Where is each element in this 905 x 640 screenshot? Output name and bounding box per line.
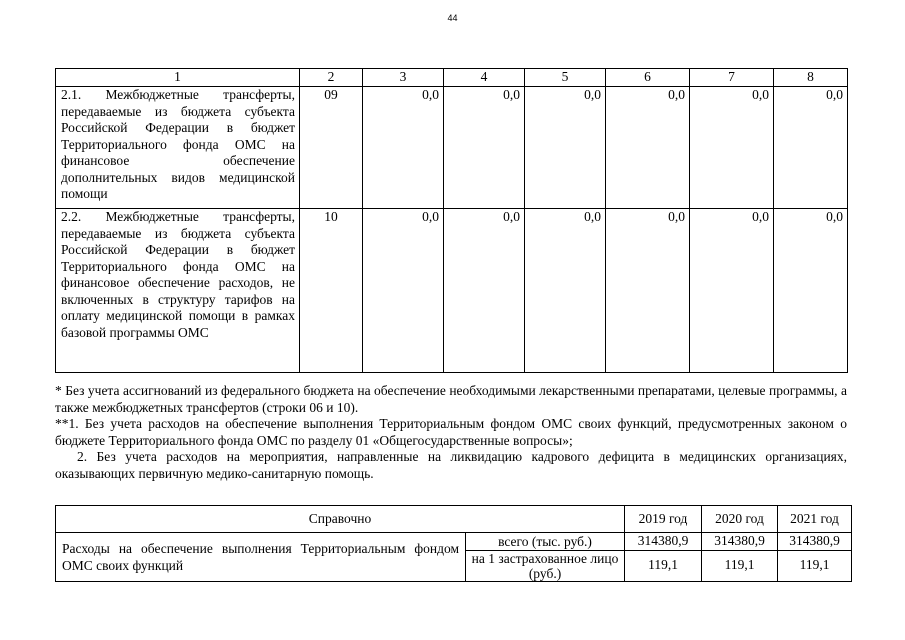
header-cell: 4 <box>444 69 525 87</box>
row-value: 0,0 <box>690 87 774 209</box>
row-value: 0,0 <box>444 87 525 209</box>
row-value: 0,0 <box>525 209 606 373</box>
row-value: 0,0 <box>606 87 690 209</box>
footnote-1: * Без учета ассигнований из федерального бюджета на обеспечение необходимыми лекарственными препаратами, целевые программы, а также межбюджетных трансфертов (строки 06 и 10). <box>55 383 847 415</box>
row-code: 09 <box>300 87 363 209</box>
row-code: 10 <box>300 209 363 373</box>
row-value: 0,0 <box>444 209 525 373</box>
reference-header-row <box>56 506 852 533</box>
reference-table <box>55 505 852 582</box>
footnote-3: 2. Без учета расходов на мероприятия, направленные на ликвидацию кадрового дефицита в медицинских организациях, оказывающих первичную медико-санитарную помощь. <box>55 449 847 481</box>
header-cell: 5 <box>525 69 606 87</box>
unit-label: на 1 застрахованное лицо (руб.) <box>466 550 625 581</box>
reference-value: 119,1 <box>625 550 702 581</box>
footnote-2: **1. Без учета расходов на обеспечение выполнения Территориальным фондом ОМС своих функций, предусмотренных законом о бюджете Территориального фонда ОМС по разделу 01 «Общегосударственные вопросы»; <box>55 416 847 448</box>
year-header: 2021 год <box>778 506 852 533</box>
year-header: 2019 год <box>625 506 702 533</box>
row-name: 2.2. Межбюджетные трансферты, передаваемые из бюджета субъекта Российской Федерации в бюджет Территориального фонда ОМС на финансовое обеспечение расходов, не включенных в структуру тарифов на оплату медицинской помощи в рамках базовой программы ОМС <box>56 209 300 373</box>
row-value: 0,0 <box>525 87 606 209</box>
table-row <box>56 87 848 209</box>
header-cell: 8 <box>774 69 848 87</box>
reference-row <box>56 533 852 551</box>
table-row <box>56 209 848 373</box>
reference-value: 314380,9 <box>702 533 778 551</box>
reference-value: 119,1 <box>702 550 778 581</box>
header-cell: 7 <box>690 69 774 87</box>
reference-row-label: Расходы на обеспечение выполнения Территориальным фондом ОМС своих функций <box>56 533 466 582</box>
reference-value: 314380,9 <box>778 533 852 551</box>
row-value: 0,0 <box>363 87 444 209</box>
row-value: 0,0 <box>690 209 774 373</box>
header-cell: 2 <box>300 69 363 87</box>
reference-value: 314380,9 <box>625 533 702 551</box>
footnotes <box>55 383 847 482</box>
page-number: 44 <box>447 13 458 23</box>
table-header-row <box>56 69 848 87</box>
year-header: 2020 год <box>702 506 778 533</box>
reference-value: 119,1 <box>778 550 852 581</box>
header-cell: 1 <box>56 69 300 87</box>
row-name: 2.1. Межбюджетные трансферты, передаваемые из бюджета субъекта Российской Федерации в бюджет Территориального фонда ОМС на финансовое обеспечение дополнительных видов медицинской помощи <box>56 87 300 209</box>
header-cell: 3 <box>363 69 444 87</box>
row-value: 0,0 <box>606 209 690 373</box>
reference-title: Справочно <box>56 506 625 533</box>
header-cell: 6 <box>606 69 690 87</box>
row-value: 0,0 <box>363 209 444 373</box>
row-value: 0,0 <box>774 209 848 373</box>
row-value: 0,0 <box>774 87 848 209</box>
budget-table <box>55 68 848 373</box>
unit-label: всего (тыс. руб.) <box>466 533 625 551</box>
